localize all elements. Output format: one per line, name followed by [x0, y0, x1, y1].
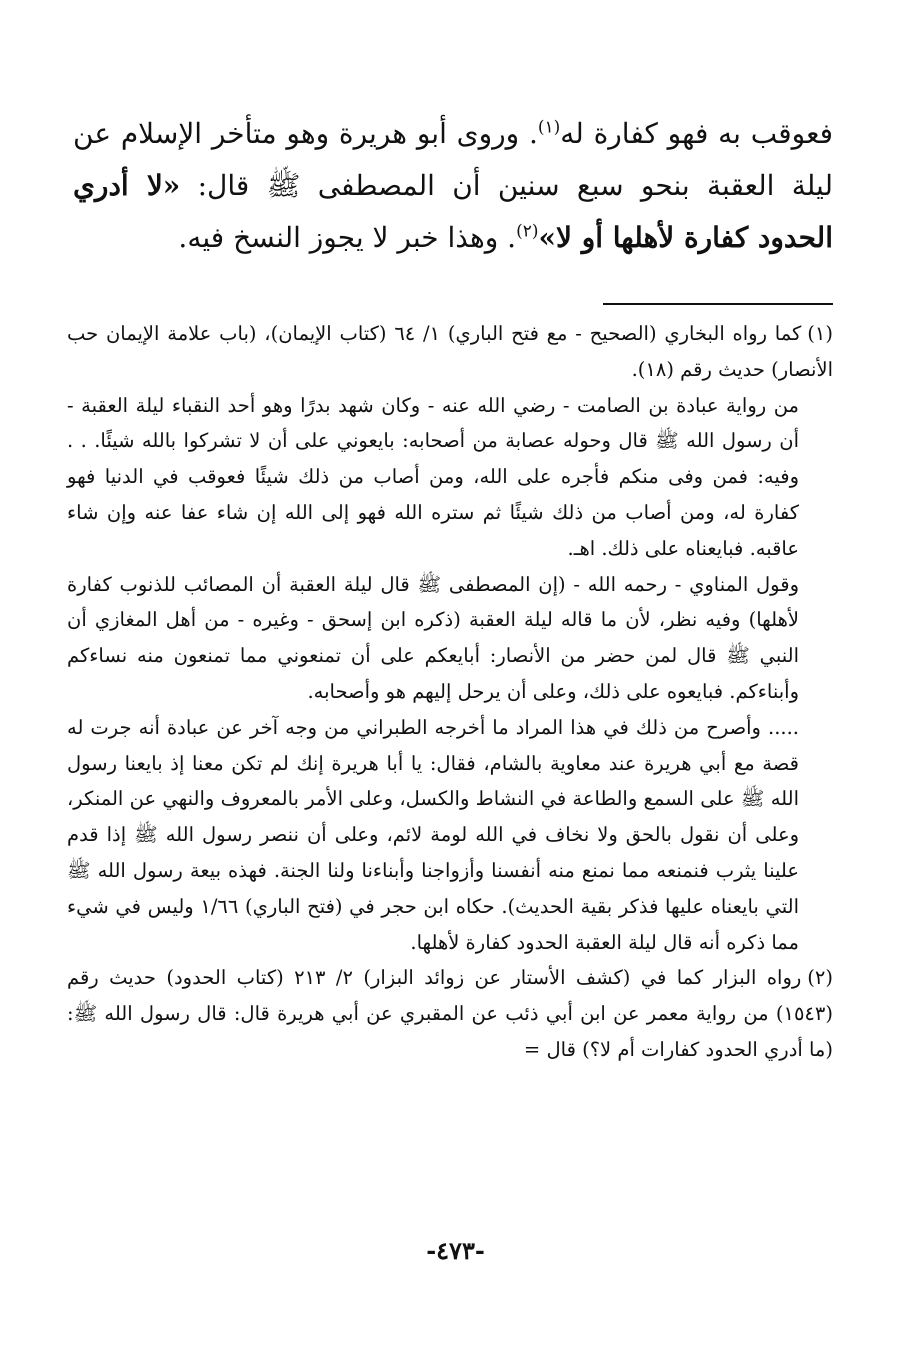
footnote-ref-2[interactable]: (٢) [516, 221, 539, 242]
footnote-1-number: (١) [807, 322, 833, 345]
footnote-1-source [67, 316, 833, 388]
footnote-1-source-text: كما رواه البخاري (الصحيح - مع فتح الباري) ١/ ٦٤ (كتاب الإيمان)، (باب علامة الإيمان حب الأنصار) حديث رقم (١٨). [67, 322, 833, 381]
main-text-body [73, 108, 833, 264]
footnote-1-paragraph-3: ..... وأصرح من ذلك في هذا المراد ما أخرجه الطبراني من وجه آخر عن عبادة أنه جرت له قصة مع أبي هريرة عند معاوية بالشام، فقال: يا أبا هريرة إنك لم تكن معنا إذ بايعنا رسول الله ﷺ على السمع والطاعة في النشاط والكسل، وعلى الأمر بالمعروف والنهي عن المنكر، وعلى أن نقول بالحق ولا نخاف في الله لومة لائم، وعلى أن ننصر رسول الله ﷺ إذا قدم علينا يثرب فنمنعه مما نمنع منه أنفسنا وأزواجنا وأبناءنا ولنا الجنة. فهذه بيعة رسول الله ﷺ التي بايعناه عليها فذكر بقية الحديث). حكاه ابن حجر في (فتح الباري) ١/٦٦ وليس في شيء مما ذكره أنه قال ليلة العقبة الحدود كفارة لأهلها. [67, 715, 799, 954]
footnote-ref-1[interactable]: (١) [537, 117, 561, 138]
footnote-1-paragraph-1: من رواية عبادة بن الصامت - رضي الله عنه - وكان شهد بدرًا وهو أحد النقباء ليلة العقبة - أن رسول الله ﷺ قال وحوله عصابة من أصحابه: بايعوني على أن لا تشركوا بالله شيئًا. . . وفيه: فمن وفى منكم فأجره على الله، ومن أصاب من ذلك شيئًا فعوقب في الدنيا فهو كفارة له، ومن أصاب من ذلك شيئًا ثم ستره الله فهو إلى الله إن شاء عفا عنه وإن شاء عاقبه. فبايعناه على ذلك. اهـ. [67, 393, 799, 560]
main-paragraph [73, 108, 833, 264]
hadith-quote: «لا أدري الحدود كفارة لأهلها أو لا» [73, 169, 833, 254]
footnote-2-text: رواه البزار كما في (كشف الأستار عن زوائد البزار) ٢/ ٢١٣ (كتاب الحدود) حديث رقم (١٥٤٣) من رواية معمر عن ابن أبي ذئب عن المقبري عن أبي هريرة قال: قال رسول الله ﷺ: (ما أدري الحدود كفارات أم لا؟) قال = [67, 966, 833, 1061]
main-text-part-2: . وروى أبو هريرة وهو متأخر الإسلام عن ليلة العقبة بنحو سبع سنين أن المصطفى ﷺ قال: [73, 117, 833, 202]
footnote-1-paragraph-2: وقول المناوي - رحمه الله - (إن المصطفى ﷺ قال ليلة العقبة أن المصائب للذنوب كفارة لأهلها) وفيه نظر، لأن ما قاله ليلة العقبة (ذكره ابن إسحق - وغيره - من أهل المغازي أن النبي ﷺ قال لمن حضر من الأنصار: أبايعكم على أن تمنعوني مما تمنعون منه نساءكم وأبناءكم. فبايعوه على ذلك، وعلى أن يرحل إليهم هو وأصحابه. [67, 572, 799, 703]
footnotes-section [67, 316, 833, 1068]
main-text-part-1: فعوقب به فهو كفارة له [560, 117, 833, 150]
footnote-2 [67, 960, 833, 1067]
footnote-2-number: (٢) [807, 966, 833, 990]
footnote-separator [603, 303, 833, 305]
page-number: -٤٧٣- [426, 1236, 485, 1265]
main-text-part-3: . وهذا خبر لا يجوز النسخ فيه. [178, 221, 517, 254]
